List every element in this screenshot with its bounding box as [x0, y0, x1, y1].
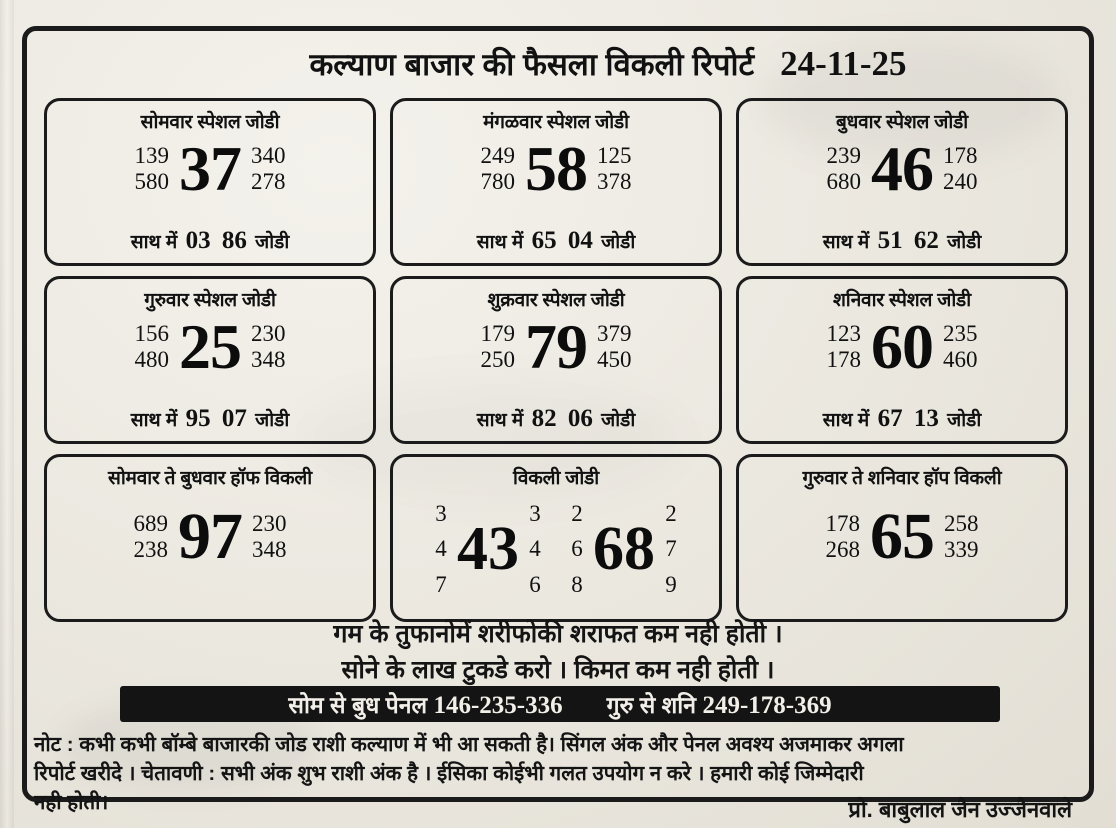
- footer-prefix: साथ में: [476, 232, 524, 253]
- card-footer: [47, 405, 373, 433]
- card-numbers: [393, 310, 719, 382]
- page-title: कल्याण बाजार की फैसला विकली रिपोर्ट: [309, 47, 755, 82]
- panel-left-label: सोम से बुध पेनल: [288, 692, 428, 718]
- jodi-cell: 7: [435, 571, 447, 597]
- right-top-number: 340: [251, 143, 286, 169]
- card-somwar-te-budhwar-half-vikli[interactable]: [44, 454, 376, 622]
- left-top-number: 139: [134, 143, 169, 169]
- jodi-column-4: [658, 496, 684, 603]
- left-bottom-number: 580: [134, 169, 169, 194]
- footer-number-b: 13: [913, 405, 939, 432]
- footer-number-b: 07: [221, 405, 247, 432]
- card-title: गुरुवार ते शनिवार हॉप विकली: [802, 468, 1002, 489]
- card-numbers: [393, 494, 719, 604]
- right-panel-numbers: [251, 321, 307, 373]
- jodi-main-right: 68: [593, 515, 655, 583]
- footer-suffix: जोडी: [947, 410, 982, 431]
- card-numbers: [47, 132, 373, 204]
- left-top-number: 123: [826, 321, 861, 347]
- left-panel-numbers: [113, 143, 169, 195]
- left-top-number: 249: [480, 143, 515, 169]
- card-numbers: [47, 498, 373, 576]
- card-numbers: [739, 310, 1065, 382]
- main-jodi-number: 65: [870, 499, 934, 573]
- card-footer: [739, 405, 1065, 433]
- panel-right-numbers: 249-178-369: [702, 692, 832, 719]
- footer-number-a: 51: [877, 227, 903, 254]
- report-header: [34, 38, 1082, 90]
- main-jodi-number: 37: [179, 132, 241, 204]
- right-bottom-number: 348: [252, 537, 287, 562]
- footer-number-a: 82: [531, 405, 557, 432]
- jodi-column-2: [522, 496, 548, 603]
- prediction-grid: [44, 98, 1068, 622]
- footer-number-a: 67: [877, 405, 903, 432]
- jodi-cell: 4: [435, 536, 447, 562]
- right-panel-numbers: [944, 511, 1000, 563]
- card-shaniwar-special-jodi[interactable]: [736, 276, 1068, 444]
- panel-left-numbers: 146-235-336: [433, 692, 563, 719]
- card-numbers: [739, 132, 1065, 204]
- left-bottom-number: 680: [826, 169, 861, 194]
- footer-number-b: 04: [567, 227, 593, 254]
- slogan-line-1: गम के तुफानोमें शरीफोकी शराफत कम नही होती ।: [333, 620, 783, 648]
- left-bottom-number: 268: [825, 537, 860, 562]
- footer-suffix: जोडी: [601, 232, 636, 253]
- left-bottom-number: 178: [826, 347, 861, 372]
- panel-right-label: गुरु से शनि: [606, 692, 697, 718]
- left-bottom-number: 780: [480, 169, 515, 194]
- footer-number-b: 06: [567, 405, 593, 432]
- main-jodi-number: 46: [871, 132, 933, 204]
- footer-prefix: साथ में: [476, 410, 524, 431]
- footer-prefix: साथ में: [822, 410, 870, 431]
- right-top-number: 230: [251, 321, 286, 347]
- right-panel-numbers: [251, 143, 307, 195]
- left-panel-numbers: [804, 511, 860, 563]
- right-top-number: 125: [597, 143, 632, 169]
- right-panel-numbers: [597, 321, 653, 373]
- card-title: सोमवार ते बुधवार हॉफ विकली: [107, 468, 313, 489]
- card-footer: [47, 227, 373, 255]
- right-top-number: 235: [943, 321, 978, 347]
- right-bottom-number: 339: [944, 537, 979, 562]
- footer-number-b: 62: [913, 227, 939, 254]
- card-shukrawar-special-jodi[interactable]: [390, 276, 722, 444]
- jodi-cell: 6: [571, 536, 583, 562]
- main-jodi-number: 97: [178, 499, 242, 573]
- card-title: गुरुवार स्पेशल जोडी: [144, 290, 276, 311]
- main-jodi-number: 79: [525, 310, 587, 382]
- left-top-number: 689: [133, 511, 168, 537]
- jodi-cell: 9: [665, 571, 677, 597]
- card-vikli-jodi[interactable]: [390, 454, 722, 622]
- right-panel-numbers: [943, 321, 999, 373]
- left-panel-numbers: [459, 321, 515, 373]
- signature: प्रो. बाबुलाल जैन उज्जैनवाले: [848, 797, 1072, 822]
- card-somwar-special-jodi[interactable]: [44, 98, 376, 266]
- main-jodi-number: 58: [525, 132, 587, 204]
- note-line-2: रिपोर्ट खरीदे । चेतावणी : सभी अंक शुभ राशी अंक है । ईसिका कोईभी गलत उपयोग न करे । हमारी कोई जिम्मेदारी: [34, 762, 864, 786]
- right-bottom-number: 348: [251, 347, 286, 372]
- footer-suffix: जोडी: [601, 410, 636, 431]
- card-guruwar-special-jodi[interactable]: [44, 276, 376, 444]
- card-title: सोमवार स्पेशल जोडी: [140, 112, 280, 133]
- right-panel-numbers: [943, 143, 999, 195]
- note-line-1: नोट : कभी कभी बॉम्बे बाजारकी जोड राशी कल्याण में भी आ सकती है। सिंगल अंक और पेनल अवश्य अजमाकर अगला: [34, 733, 904, 756]
- card-numbers: [393, 132, 719, 204]
- right-top-number: 178: [943, 143, 978, 169]
- card-numbers: [739, 498, 1065, 576]
- card-footer: [739, 227, 1065, 255]
- card-title: मंगळवार स्पेशल जोडी: [483, 112, 629, 133]
- card-title: शुक्रवार स्पेशल जोडी: [487, 290, 625, 311]
- footer-suffix: जोडी: [947, 232, 982, 253]
- jodi-cell: 6: [529, 571, 541, 597]
- footer-number-a: 65: [531, 227, 557, 254]
- jodi-cell: 8: [571, 571, 583, 597]
- left-panel-numbers: [459, 143, 515, 195]
- left-bottom-number: 250: [480, 347, 515, 372]
- left-panel-numbers: [805, 143, 861, 195]
- left-top-number: 179: [480, 321, 515, 347]
- main-jodi-number: 25: [179, 310, 241, 382]
- slogan-line-2: सोने के लाख टुकडे करो । किमत कम नही होती ।: [341, 656, 775, 685]
- jodi-cell: 3: [435, 500, 447, 526]
- right-bottom-number: 278: [251, 169, 286, 194]
- footer-suffix: जोडी: [255, 232, 290, 253]
- report-date: 24-11-25: [780, 44, 907, 83]
- paper-fold: [0, 0, 14, 828]
- footer-prefix: साथ में: [130, 410, 178, 431]
- panel-left: [288, 688, 562, 720]
- right-top-number: 230: [252, 511, 287, 537]
- right-bottom-number: 460: [943, 347, 978, 372]
- card-numbers: [47, 310, 373, 382]
- jodi-column-3: [564, 496, 590, 603]
- right-bottom-number: 240: [943, 169, 978, 194]
- footer-number-a: 95: [185, 405, 211, 432]
- jodi-cell: 3: [529, 500, 541, 526]
- footer-prefix: साथ में: [130, 232, 178, 253]
- footer-prefix: साथ में: [822, 232, 870, 253]
- jodi-column-1: [428, 496, 454, 603]
- left-panel-numbers: [113, 321, 169, 373]
- left-top-number: 239: [826, 143, 861, 169]
- note-line-3: नही होती।: [34, 791, 109, 815]
- card-title: शनिवार स्पेशल जोडी: [833, 290, 971, 311]
- jodi-cell: 2: [665, 500, 677, 526]
- right-top-number: 258: [944, 511, 979, 537]
- main-jodi-number: 60: [871, 310, 933, 382]
- card-title: बुधवार स्पेशल जोडी: [835, 112, 969, 133]
- slogan-block: [34, 616, 1082, 689]
- right-top-number: 379: [597, 321, 632, 347]
- footer-number-a: 03: [185, 227, 211, 254]
- left-bottom-number: 480: [134, 347, 169, 372]
- left-top-number: 178: [825, 511, 860, 537]
- jodi-cell: 2: [571, 500, 583, 526]
- left-panel-numbers: [112, 511, 168, 563]
- footer-suffix: जोडी: [255, 410, 290, 431]
- card-mangalwar-special-jodi[interactable]: [390, 98, 722, 266]
- jodi-cell: 4: [529, 536, 541, 562]
- left-panel-numbers: [805, 321, 861, 373]
- card-title: विकली जोडी: [512, 468, 600, 489]
- card-budhwar-special-jodi[interactable]: [736, 98, 1068, 266]
- jodi-main-left: 43: [457, 515, 519, 583]
- panel-right: [607, 688, 832, 720]
- card-footer: [393, 405, 719, 433]
- right-bottom-number: 378: [597, 169, 632, 194]
- jodi-cell: 7: [665, 536, 677, 562]
- card-footer: [393, 227, 719, 255]
- right-bottom-number: 450: [597, 347, 632, 372]
- footer-number-b: 86: [221, 227, 247, 254]
- right-panel-numbers: [252, 511, 308, 563]
- panel-highlight-bar: [120, 686, 1000, 722]
- left-bottom-number: 238: [133, 537, 168, 562]
- left-top-number: 156: [134, 321, 169, 347]
- right-panel-numbers: [597, 143, 653, 195]
- card-guruwar-te-shaniwar-half-vikli[interactable]: [736, 454, 1068, 622]
